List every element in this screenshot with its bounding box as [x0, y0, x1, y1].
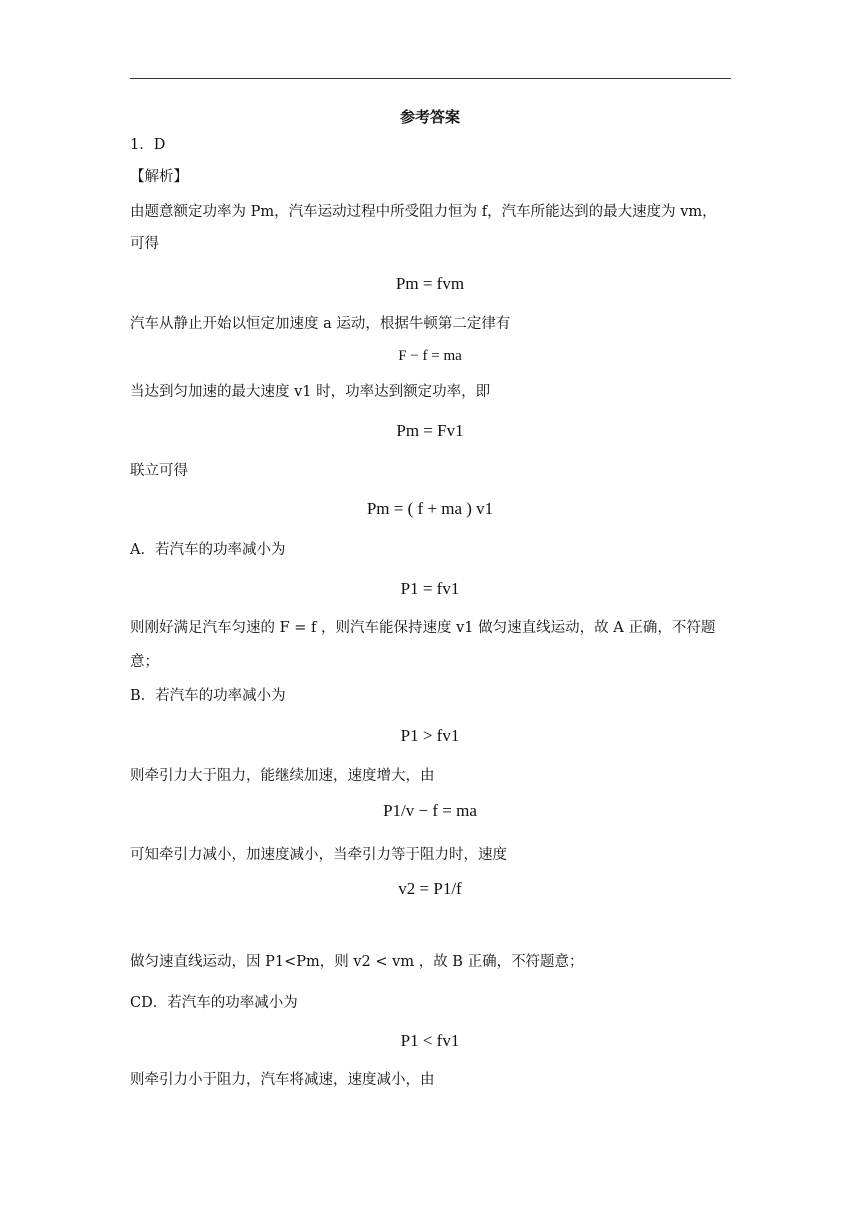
equation-b: P1 > fv1	[400, 726, 460, 745]
paragraph-2: 汽车从静止开始以恒定加速度 a 运动，根据牛顿第二定律有	[130, 316, 511, 332]
paragraph-1-line-1: 由题意额定功率为 Pm，汽车运动过程中所受阻力恒为 f，汽车所能达到的最大速度为 vm，	[130, 204, 717, 220]
page-title: 参考答案	[399, 108, 460, 126]
paragraph-1-line-2: 可得	[130, 236, 159, 252]
option-a-text-line-1: 则刚好满足汽车匀速的 F = f ，则汽车能保持速度 v1 做匀速直线运动，故 A 正确，不符题	[130, 620, 716, 636]
option-cd-text: 则牵引力小于阻力，汽车将减速，速度减小，由	[130, 1072, 435, 1088]
equation-cd: P1 < fv1	[400, 1031, 460, 1050]
equation-b2: P1/v − f = ma	[383, 801, 477, 820]
header-rule	[130, 78, 731, 79]
option-b-intro: B．若汽车的功率减小为	[130, 688, 286, 704]
equation-a: P1 = fv1	[400, 579, 460, 598]
analysis-header: 【解析】	[130, 169, 188, 185]
paragraph-4: 联立可得	[130, 463, 188, 479]
option-b-text-1: 则牵引力大于阻力，能继续加速，速度增大，由	[130, 768, 435, 784]
option-b-text-3: 做匀速直线运动，因 P1<Pm，则 v2 < vm ，故 B 正确，不符题意；	[130, 954, 584, 970]
question-number: 1．D	[130, 137, 166, 153]
equation-2: F − f = ma	[398, 348, 462, 364]
paragraph-3: 当达到匀加速的最大速度 v1 时，功率达到额定功率，即	[130, 384, 491, 400]
equation-1: Pm = fvm	[395, 274, 465, 293]
option-cd-intro: CD．若汽车的功率减小为	[130, 995, 298, 1011]
equation-4: Pm = ( f + ma ) v1	[366, 499, 494, 518]
equation-b3: v2 = P1/f	[398, 879, 462, 898]
equation-3: Pm = Fv1	[396, 421, 464, 440]
option-b-text-2: 可知牵引力减小，加速度减小，当牵引力等于阻力时，速度	[130, 847, 507, 863]
option-a-text-line-2: 意；	[130, 654, 159, 670]
option-a-intro: A．若汽车的功率减小为	[130, 542, 286, 558]
